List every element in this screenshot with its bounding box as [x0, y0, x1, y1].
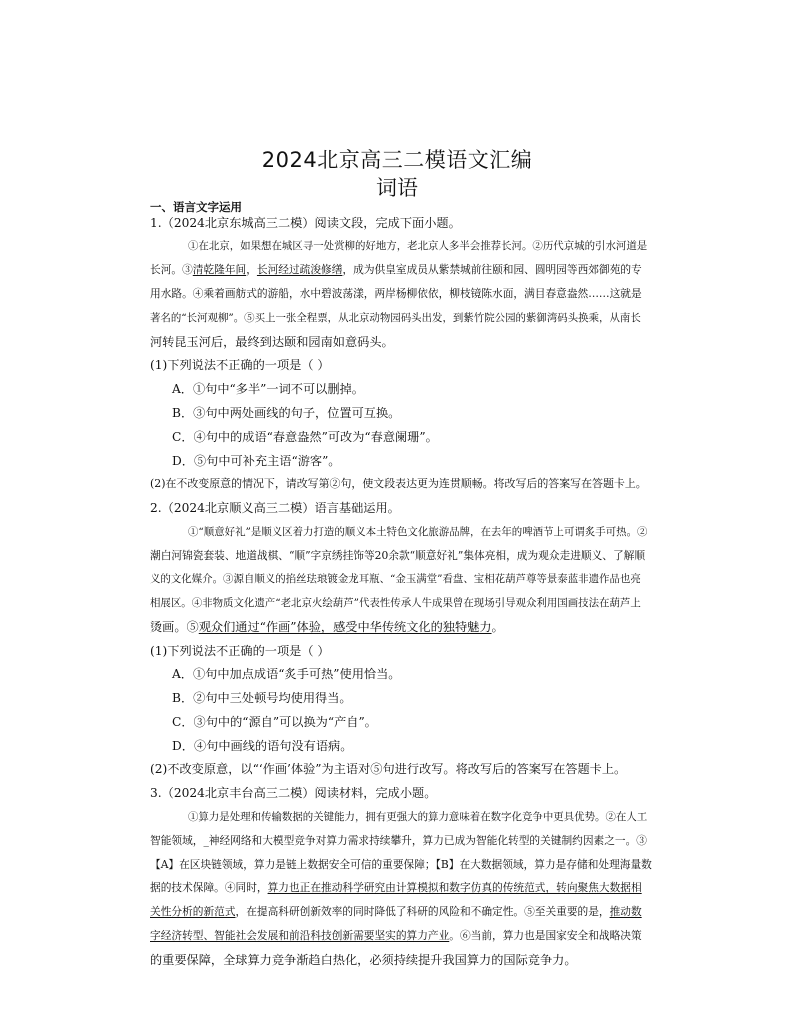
q2-option-b: B．②句中三处顿号均使用得当。: [172, 691, 352, 705]
q3-heading: 3.（2024北京丰台高三二模）阅读材料，完成小题。: [150, 786, 437, 800]
q1-underlined-2: 长河经过疏浚修缮: [256, 263, 343, 276]
q2-subquestion-1: (1)下列说法不正确的一项是（ ）: [150, 644, 330, 658]
q3-passage-line-5: [150, 904, 642, 920]
q1-passage-line-2: [150, 262, 642, 278]
q3-text: 据的技术保障。④同时，: [150, 881, 268, 894]
q3-underlined-2-cont: 字经济转型、智能社会发展和前沿科技创新需要坚实的算力产业: [150, 929, 450, 942]
q3-passage-line-7: 的重要保障，全球算力竞争渐趋白热化，必须持续提升我国算力的国际竞争力。: [150, 953, 577, 967]
q3-underlined-1: 算力也正在推动科学研究由计算模拟和数字仿真的传统范式，转向聚焦大数据相: [267, 881, 642, 894]
q1-underlined-1: 清乾隆年间: [192, 263, 247, 276]
q2-subquestion-2: (2)不改变原意，以“‘作画’体验”为主语对⑤句进行改写。将改写后的答案写在答题卡上。: [150, 762, 627, 776]
q1-option-a: A．①句中“多半”一词不可以删掉。: [172, 382, 364, 396]
q1-passage-line-1: ①在北京，如果想在城区寻一处赏柳的好地方，老北京人多半会推荐长河。②历代京城的引水河道是: [188, 240, 648, 252]
q1-passage-line-4: 著名的“长河观柳”。⑤买上一张全程票，从北京动物园码头出发，到紫竹院公园的紫御湾码头换乘，从南长: [150, 312, 641, 324]
q1-option-c: C．④句中的成语“春意盎然”可改为“春意阑珊”。: [172, 430, 438, 444]
document-subtitle: 词语: [376, 176, 418, 200]
q2-passage-line-4: 相展区。④非物质文化遗产“老北京火绘葫芦”代表性传承人牛成果曾在现场引导观众利用国画技法在葫芦上: [150, 597, 641, 609]
q1-text: ，成为供皇室成员从紫禁城前往颐和园、圆明园等西郊御苑的专: [342, 263, 642, 276]
q1-passage-line-3: 用水路。④乘着画舫式的游船，水中碧波荡漾，两岸杨柳依依，柳枝镜陈水面，满目春意盎然……这就是: [150, 287, 642, 300]
q2-option-d: D．④句中画线的语句没有语病。: [172, 739, 353, 753]
q3-underlined-2: 推动数: [609, 905, 642, 918]
q1-subquestion-1: (1)下列说法不正确的一项是（ ）: [150, 358, 330, 372]
q3-text: ，在提高科研创新效率的同时降低了科研的风险和不确定性。⑤至关重要的是，: [235, 905, 610, 918]
q2-text: 烫画。⑤: [150, 620, 199, 634]
q2-option-c: C．③句中的“源自”可以换为“产自”。: [172, 715, 377, 729]
q1-option-d: D．⑤句中可补充主语“游客”。: [172, 454, 341, 468]
q1-text: ，: [246, 263, 257, 276]
q2-passage-line-1: ①“顺意好礼”是顺义区着力打造的顺义本土特色文化旅游品牌，在去年的啤酒节上可谓炙手可热。②: [188, 526, 648, 538]
q2-passage-line-5: [150, 619, 504, 635]
q2-text: 。: [491, 620, 504, 634]
q3-passage-line-3: 【A】在区块链领域，算力是链上数据安全可信的重要保障；【B】在大数据领域，算力是存储和处理海量数: [150, 858, 652, 871]
q1-subquestion-2: (2)在不改变原意的情况下，请改写第②句，使文段表达更为连贯顺畅。将改写后的答案写在答题卡上。: [150, 477, 647, 490]
q3-passage-line-6: [150, 928, 642, 944]
q1-heading: 1.（2024北京东城高三二模）阅读文段，完成下面小题。: [150, 216, 461, 230]
q1-option-b: B．③句中两处画线的句子，位置可互换。: [172, 406, 401, 420]
q1-passage-line-5: 河转昆玉河后，最终到达颐和园南如意码头。: [150, 335, 394, 349]
q2-heading: 2.（2024北京顺义高三二模）语言基础运用。: [150, 501, 400, 515]
q2-passage-line-3: 义的文化媒介。③源自顺义的掐丝珐琅镀金龙耳瓶、“金玉满堂”看盘、宝相花葫芦尊等景泰蓝非遗作品也亮: [150, 573, 641, 585]
document-title: 2024北京高三二模语文汇编: [261, 148, 533, 172]
q3-passage-line-1: ①算力是处理和传输数据的关键能力，拥有更强大的算力意味着在数字化竞争中更具优势。②在人工: [188, 811, 648, 823]
q3-underlined-1-cont: 关性分析的新范式: [150, 905, 236, 918]
section-heading: 一、语言文字运用: [150, 200, 242, 214]
q2-passage-line-2: 潮白河锦瓷套装、地道战棋、“顺”字京绣挂饰等20余款“顺意好礼”集体亮相，成为观众走进顺义、了解顺: [150, 549, 646, 562]
q2-option-a: A．①句中加点成语“炙手可热”使用恰当。: [172, 667, 401, 681]
q3-passage-line-2: 智能领域，_神经网络和大模型竞争对算力需求持续攀升，算力已成为智能化转型的关键制约因素之一。③: [150, 834, 647, 847]
q3-text: 。⑥当前，算力也是国家安全和战略决策: [449, 929, 642, 942]
q1-text: 长河。③: [150, 263, 193, 276]
q3-passage-line-4: [150, 880, 642, 896]
q2-underlined: 观众们通过“作画”体验，感受中华传统文化的独特魅力: [198, 620, 492, 634]
